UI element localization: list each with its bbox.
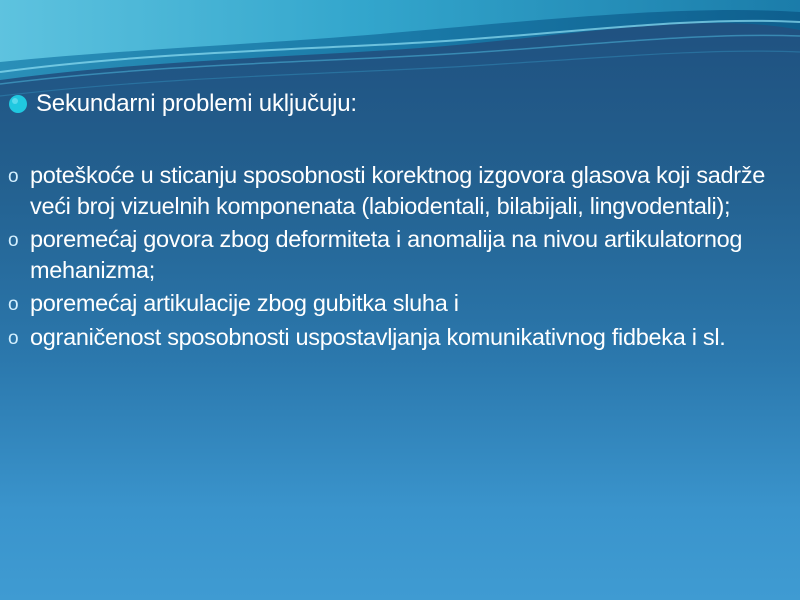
circle-bullet-icon [8,94,28,114]
hollow-circle-bullet-icon: o [8,230,19,251]
slide-heading: Sekundarni problemi uključuju: [36,90,357,117]
list-item-text: ograničenost sposobnosti uspostavljanja komunikativnog fidbeka i sl. [30,324,726,350]
hollow-circle-bullet-icon: o [8,328,19,349]
list-item-text: poremećaj govora zbog deformiteta i anomalija na nivou artikulatornog mehanizma; [30,226,743,283]
main-bullet-item [8,88,788,120]
list-item [8,224,788,286]
list-item [8,288,788,320]
sub-bullet-list [8,160,788,354]
list-item [8,322,788,354]
hollow-circle-bullet-icon: o [8,294,19,315]
slide-content [8,88,788,356]
list-item-text: poremećaj artikulacije zbog gubitka sluha i [30,290,459,316]
list-item-text: poteškoće u sticanju sposobnosti korektnog izgovora glasova koji sadrže veći broj vizuelnih komponenata (labiodentali, bilabijali, lingvodentali); [30,162,766,219]
list-item [8,160,788,222]
hollow-circle-bullet-icon: o [8,166,19,187]
